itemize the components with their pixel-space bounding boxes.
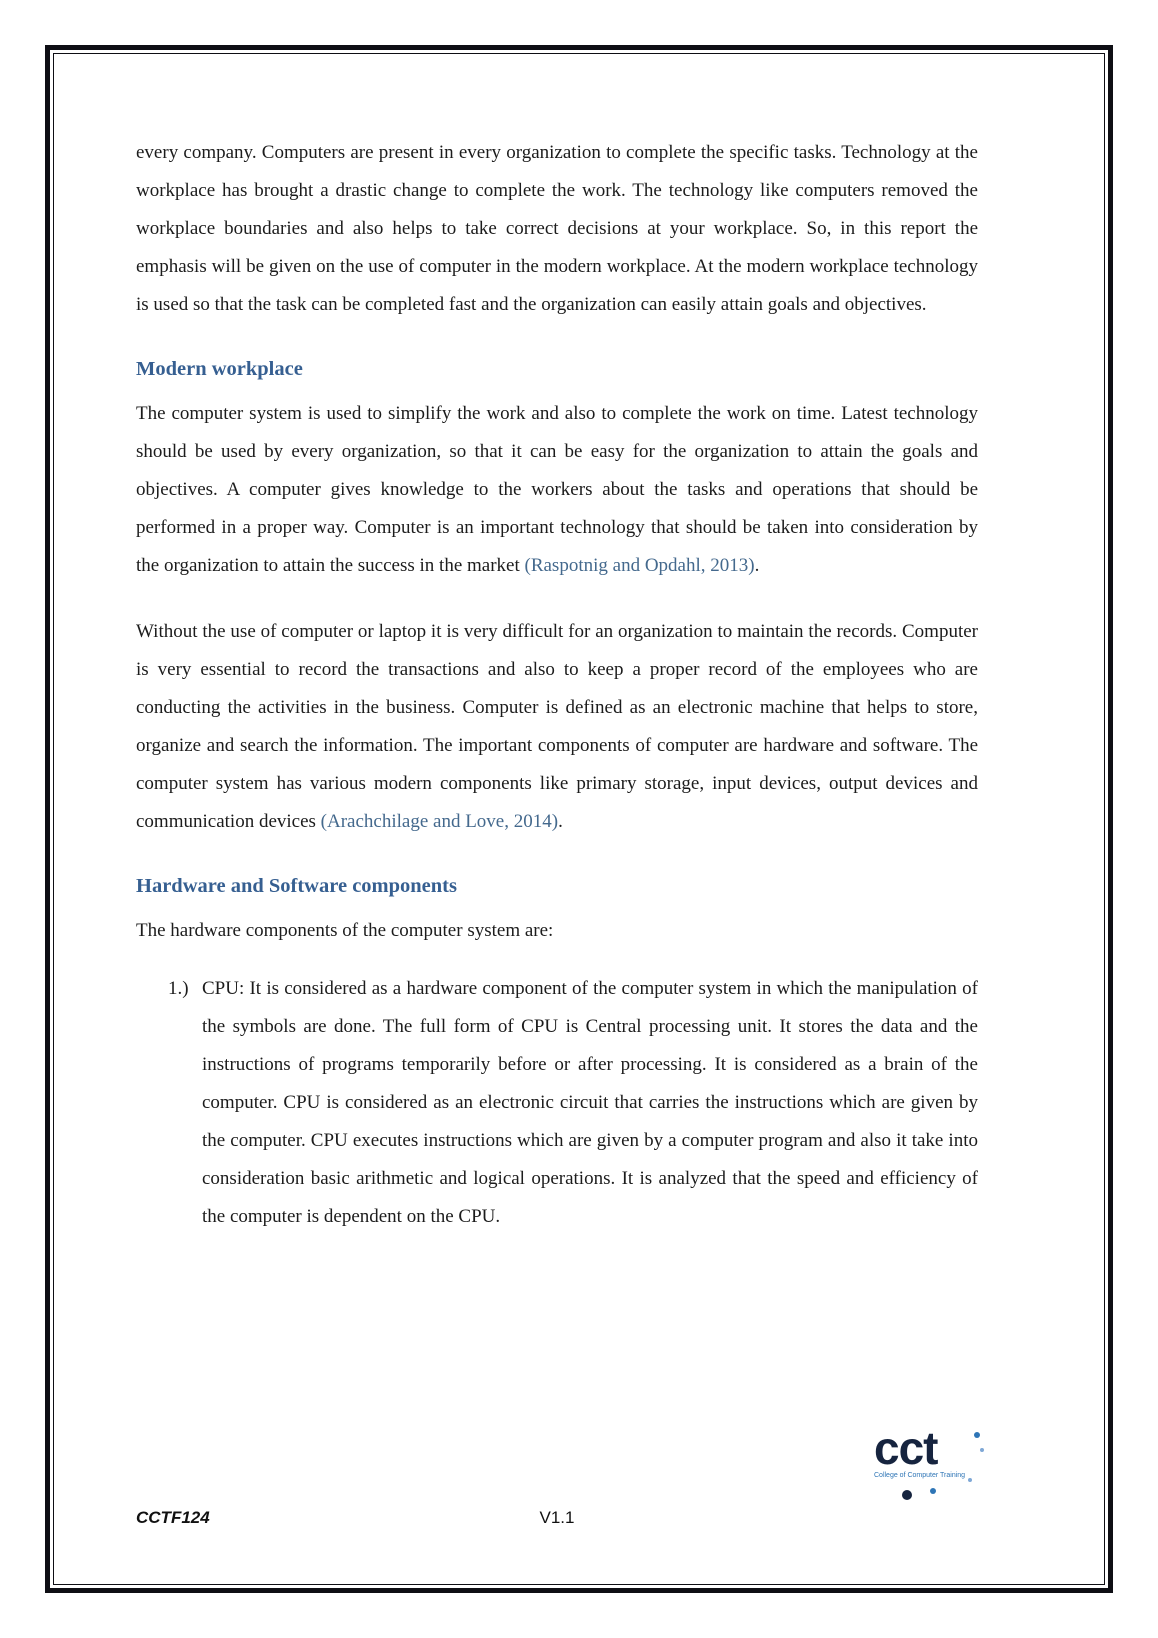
logo-dot-icon [902, 1490, 912, 1500]
modern-workplace-paragraph-2 [136, 613, 978, 841]
page-footer [136, 1504, 978, 1528]
sentence-period: . [558, 811, 563, 832]
logo-dot-icon [930, 1488, 936, 1494]
list-item-text: CPU: It is considered as a hardware component of the computer system in which the manipulation of the symbols are done. The full form of CPU is Central processing unit. It stores the data and the instructions of programs temporarily before or after processing. It is considered as a brain of the computer. CPU is considered as an electronic circuit that carries the instructions which are given by the computer. CPU executes instructions which are given by a computer program and also it take into consideration basic arithmetic and logical operations. It is analyzed that the speed and efficiency of the computer is dependent on the CPU. [202, 978, 978, 1227]
paragraph-text: The computer system is used to simplify the work and also to complete the work on time. Latest technology should be used by every organization, so that it can be easy for the organization to attain the goals and objectives. A computer gives knowledge to the workers about the tasks and operations that should be performed in a proper way. Computer is an important technology that should be taken into consideration by the organization to attain the success in the market [136, 403, 978, 576]
document-content [54, 54, 1104, 1236]
heading-hardware-software: Hardware and Software components [136, 875, 457, 897]
modern-workplace-paragraph-1 [136, 395, 978, 585]
logo-dot-icon [980, 1448, 984, 1452]
hardware-intro-line: The hardware components of the computer system are: [136, 920, 554, 941]
footer-version: V1.1 [539, 1508, 575, 1527]
footer-course-code: CCTF124 [136, 1508, 210, 1527]
sentence-period: . [754, 555, 760, 576]
cct-logo-tagline: College of Computer Training [874, 1472, 966, 1479]
paragraph-text: Without the use of computer or laptop it is very difficult for an organization to maintain the records. Computer is very essential to record the transactions and also to keep a proper record of the employees who are conducting the activities in the business. Computer is defined as an electronic machine that helps to store, organize and search the information. The important components of computer are hardware and software. The computer system has various modern components like primary storage, input devices, output devices and communication devices [136, 621, 978, 832]
cct-logo-text: cct [874, 1422, 938, 1474]
citation-arachchilage-love: (Arachchilage and Love, 2014) [320, 811, 559, 832]
page-border-outer [45, 45, 1113, 1593]
page-border-inner [53, 53, 1105, 1585]
logo-dot-icon [968, 1478, 972, 1482]
heading-modern-workplace: Modern workplace [136, 358, 303, 380]
list-item-cpu [136, 970, 978, 1236]
list-item-marker: 1.) [168, 978, 189, 999]
cct-logo [874, 1422, 986, 1502]
intro-paragraph: every company. Computers are present in every organization to complete the specific tasks. Technology at the workplace has brought a drastic change to complete the work. The technology like computers removed the workplace boundaries and also helps to take correct decisions at your workplace. So, in this report the emphasis will be given on the use of computer in the modern workplace. At the modern workplace technology is used so that the task can be completed fast and the organization can easily attain goals and objectives. [136, 142, 978, 315]
numbered-list [136, 970, 978, 1236]
logo-dot-icon [974, 1432, 980, 1438]
citation-raspotnig-opdahl: (Raspotnig and Opdahl, 2013) [524, 555, 755, 576]
